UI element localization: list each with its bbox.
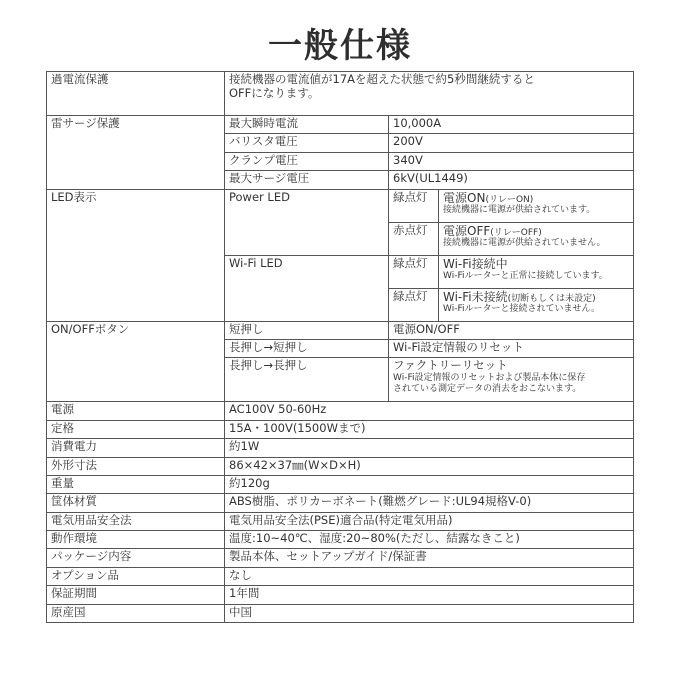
led-status-main: 電源ON — [443, 190, 486, 205]
table-row — [47, 512, 634, 530]
led-status-note: (切断もしくは未設定) — [507, 293, 596, 304]
led-lamp-state: 緑点灯 — [389, 288, 439, 321]
table-row — [47, 475, 634, 493]
spec-value: ABS樹脂、ポリカーボネート(難燃グレード:UL94規格V-0) — [225, 494, 634, 512]
button-action: 長押し→長押し — [225, 358, 389, 402]
surge-item-name: 最大瞬時電流 — [225, 116, 389, 134]
overcurrent-line-1: 接続機器の電流値が17Aを超えた状態で約5秒間継続すると — [229, 72, 535, 86]
table-row — [47, 531, 634, 549]
spec-label: 電源 — [47, 402, 225, 420]
led-lamp-state: 緑点灯 — [389, 189, 439, 222]
led-name-power: Power LED — [225, 189, 389, 255]
spec-label: 重量 — [47, 475, 225, 493]
spec-label: 原産国 — [47, 604, 225, 622]
table-row — [47, 586, 634, 604]
row-label-led: LED表示 — [47, 189, 225, 321]
spec-label: オプション品 — [47, 567, 225, 585]
table-row — [47, 420, 634, 438]
led-status-note: (リレーOFF) — [490, 227, 542, 238]
overcurrent-line-2: OFFになります。 — [229, 85, 320, 100]
surge-item-value: 10,000A — [389, 116, 634, 134]
led-status — [439, 222, 634, 255]
surge-item-name: バリスタ電圧 — [225, 134, 389, 152]
button-note-line-1: Wi-Fi設定情報のリセットおよび製品本体に保存 — [393, 373, 586, 384]
spec-label: 外形寸法 — [47, 457, 225, 475]
spec-value: 1年間 — [225, 586, 634, 604]
spec-table — [46, 71, 634, 623]
table-row — [47, 116, 634, 134]
overcurrent-value — [225, 72, 634, 116]
led-status-sub: Wi-Fiルーターと正常に接続しています。 — [443, 270, 608, 281]
table-row — [47, 402, 634, 420]
row-label-button: ON/OFFボタン — [47, 321, 225, 402]
surge-item-name: 最大サージ電圧 — [225, 171, 389, 189]
spec-label: 定格 — [47, 420, 225, 438]
spec-value: AC100V 50-60Hz — [225, 402, 634, 420]
led-lamp-state: 緑点灯 — [389, 255, 439, 288]
spec-label: パッケージ内容 — [47, 549, 225, 567]
led-status-sub: 接続機器に電源が供給されていません。 — [443, 237, 606, 248]
led-lamp-state: 赤点灯 — [389, 222, 439, 255]
led-status-note: (リレーON) — [485, 194, 534, 205]
page-title: 一般仕様 — [268, 26, 412, 66]
spec-value: 電気用品安全法(PSE)適合品(特定電気用品) — [225, 512, 634, 530]
spec-label: 消費電力 — [47, 439, 225, 457]
row-label-surge: 雷サージ保護 — [47, 116, 225, 190]
table-row — [47, 72, 634, 116]
table-row — [47, 604, 634, 622]
button-action: 短押し — [225, 321, 389, 339]
spec-value: 温度:10~40℃、湿度:20~80%(ただし、結露なきこと) — [225, 531, 634, 549]
spec-label: 筐体材質 — [47, 494, 225, 512]
led-status-main: Wi-Fi接続中 — [443, 256, 508, 271]
led-status-sub: Wi-Fiルーターと接続されていません。 — [443, 303, 601, 314]
surge-item-value: 340V — [389, 152, 634, 170]
table-row — [47, 457, 634, 475]
surge-item-value: 200V — [389, 134, 634, 152]
spec-label: 動作環境 — [47, 531, 225, 549]
led-status-main: Wi-Fi未接続 — [443, 289, 508, 304]
table-row — [47, 189, 634, 222]
button-result: Wi-Fi設定情報のリセット — [389, 339, 634, 357]
table-row — [47, 549, 634, 567]
led-status — [439, 189, 634, 222]
button-result-cell — [389, 358, 634, 402]
spec-value: なし — [225, 567, 634, 585]
table-row — [47, 439, 634, 457]
spec-value: 中国 — [225, 604, 634, 622]
table-row — [47, 494, 634, 512]
row-label-overcurrent: 過電流保護 — [47, 72, 225, 116]
led-status — [439, 288, 634, 321]
led-status-main: 電源OFF — [443, 223, 491, 238]
spec-value: 製品本体、セットアップガイド/保証書 — [225, 549, 634, 567]
surge-item-name: クランプ電圧 — [225, 152, 389, 170]
led-status — [439, 255, 634, 288]
spec-value: 約120g — [225, 475, 634, 493]
spec-value: 86×42×37㎜(W×D×H) — [225, 457, 634, 475]
button-result: 電源ON/OFF — [389, 321, 634, 339]
led-name-wifi: Wi-Fi LED — [225, 255, 389, 321]
spec-label: 電気用品安全法 — [47, 512, 225, 530]
button-action: 長押し→短押し — [225, 339, 389, 357]
spec-label: 保証期間 — [47, 586, 225, 604]
table-row — [47, 567, 634, 585]
spec-value: 約1W — [225, 439, 634, 457]
button-result: ファクトリーリセット — [393, 358, 508, 373]
button-note-line-2: されている測定データの消去をおこないます。 — [393, 383, 582, 394]
surge-item-value: 6kV(UL1449) — [389, 171, 634, 189]
spec-value: 15A・100V(1500Wまで) — [225, 420, 634, 438]
table-row — [47, 321, 634, 339]
led-status-sub: 接続機器に電源が供給されています。 — [443, 204, 596, 215]
